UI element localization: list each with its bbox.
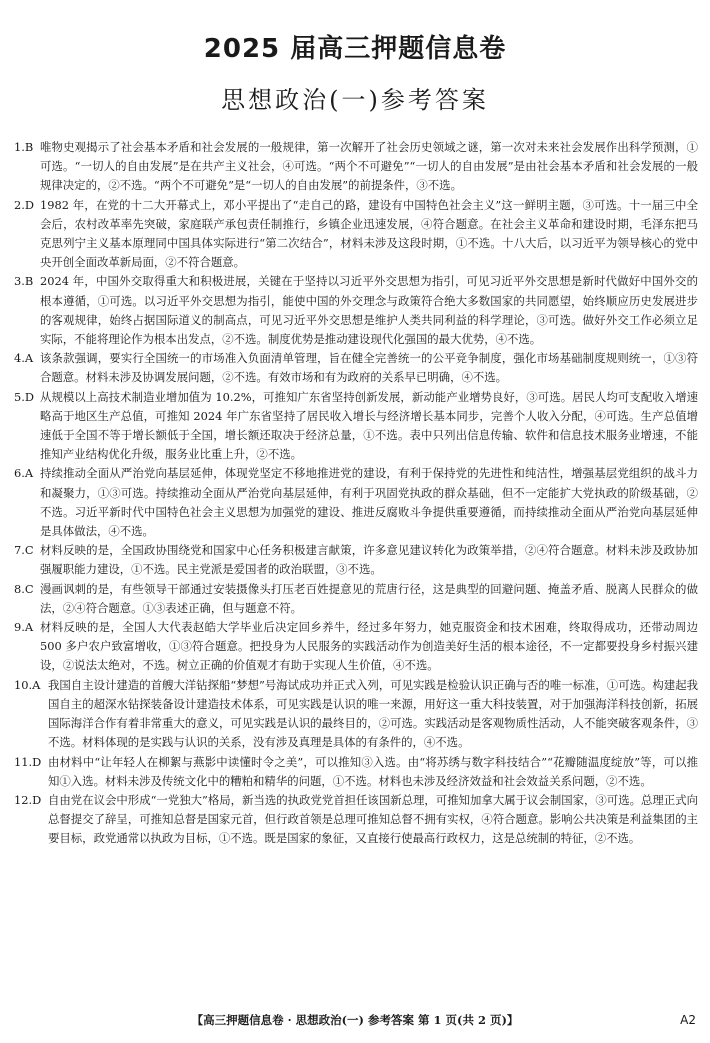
answer-list xyxy=(14,138,698,849)
answer-item xyxy=(14,138,698,196)
answer-explanation: 材料反映的是，全国政协围绕党和国家中心任务积极建言献策，许多意见建议转化为政策举措，②④符合题意。材料未涉及政协加强履职能力建设，①不选。民主党派是爱国者的政治联盟，③不选。 xyxy=(40,543,698,577)
paper-code: A2 xyxy=(680,1013,696,1027)
answer-number: 12.D xyxy=(14,792,42,807)
answer-item xyxy=(14,541,698,579)
answer-number: 1.B xyxy=(14,140,34,154)
answer-explanation: 2024 年，中国外交取得重大和积极进展，关键在于坚持以习近平外交思想为指引，可见习近平外交思想是新时代做好中国外交的根本遵循，①可选。以习近平外交思想为指引，能使中国的外交理念与政策符合绝大多数国家的共同愿望，始终顺应历史发展进步的客观规律，始终占据国际道义的制高点，可见习近平外交思想是维护人类共同利益的科学理论，③可选。做好外交工作必须立足实际，不能将理论作为根本出发点，②不选。制度优势是推动建设现代化强国的最大优势，④不选。 xyxy=(40,274,698,347)
answer-explanation: 漫画讽刺的是，有些领导干部通过安装摄像头打压老百姓提意见的荒唐行径，这是典型的回避问题、掩盖矛盾、脱离人民群众的做法，②④符合题意。①③表述正确，但与题意不符。 xyxy=(40,581,698,615)
answer-number: 10.A xyxy=(14,677,41,692)
page-subtitle: 思想政治(一)参考答案 xyxy=(221,86,489,114)
answer-item xyxy=(14,196,698,273)
answer-item xyxy=(14,791,698,849)
answer-number: 5.D xyxy=(14,389,35,404)
answer-item xyxy=(14,349,698,387)
answer-item xyxy=(14,464,698,541)
answer-number: 4.A xyxy=(14,351,34,366)
answer-explanation: 由材料中“让年轻人在柳絮与燕影中读懂时令之美”，可以推知③入选。由“将苏绣与数字科技结合”“花瓣随温度绽放”等，可以推知①入选。材料未涉及传统文化中的糟粕和精华的问题，①不选。材料也未涉及经济效益和社会效益关系问题，②不选。 xyxy=(48,754,698,788)
page-title: 2025 届高三押题信息卷 xyxy=(203,34,507,64)
answer-item xyxy=(14,676,698,753)
answer-explanation: 我国自主设计建造的首艘大洋钻探船“梦想”号海试成功并正式入列，可见实践是检验认识正确与否的唯一标准，①可选。构建起我国自主的超深水钻探装备设计建造技术体系，可见实践是认识的唯一来源，用好这一重大科技装置，对于加强海洋科技创新，拓展国际海洋合作有着非常重大的意义，可见实践是认识的最终目的，②可选。实践活动是客观物质性活动，人不能突破客观条件，③不选。材料体现的是实践与认识的关系，没有涉及真理是具体的有条件的，④不选。 xyxy=(48,677,698,750)
answer-item xyxy=(14,618,698,676)
answer-explanation: 唯物史观揭示了社会基本矛盾和社会发展的一般规律，第一次解开了社会历史领域之谜，第一次对未来社会发展作出科学预测，①可选。“一切人的自由发展”是在共产主义社会，④可选。“两个不可避免”“一切人的自由发展”是由社会基本矛盾和社会发展的一般规律决定的，②不选。“两个不可避免”是“一切人的自由发展”的前提条件，③不选。 xyxy=(40,140,698,193)
answer-explanation: 自由党在议会中形成“一党独大”格局，新当选的执政党党首担任该国新总理，可推知加拿大属于议会制国家，③可选。总理正式向总督提交了辞呈，可推知总督是国家元首，但行政首领是总理可推知总督不拥有实权，④符合题意。影响公共决策是利益集团的主要目标，政党通常以执政为目标，①不选。既是国家的象征，又直接行使最高行政权力，这是总统制的特征，②不选。 xyxy=(48,792,698,846)
answer-explanation: 1982 年，在党的十二大开幕式上，邓小平提出了“走自己的路，建设有中国特色社会主义”这一鲜明主题，③可选。十一届三中全会后，农村改革率先突破，家庭联产承包责任制推行，乡镇企业迅速发展，④符合题意。在社会主义革命和建设时期，毛泽东把马克思列宁主义基本原理同中国具体实际进行“第二次结合”，材料未涉及这段时期，①不选。十八大后，以习近平为领导核心的党中央开创全面改革新局面，②不符合题意。 xyxy=(40,197,698,270)
page-footer: 【高三押题信息卷 · 思想政治(一) 参考答案 第 1 页(共 2 页)】 xyxy=(191,1013,519,1027)
answer-item xyxy=(14,272,698,349)
answer-number: 11.D xyxy=(14,754,42,769)
answer-item xyxy=(14,580,698,618)
answer-explanation: 材料反映的是，全国人大代表赵皓大学毕业后决定回乡养牛，经过多年努力，她克服资金和技术困难，终取得成功，还带动周边 500 多户农户致富增收，①③符合题意。把投身为人民服务的实践活动作为创造美好生活的根本途径，不一定都要投身乡村振兴建设，②说法太绝对，不选。树立正确的价值观才有助于实现人生价值，④不选。 xyxy=(40,620,698,673)
answer-explanation: 持续推动全面从严治党向基层延伸，体现党坚定不移地推进党的建设，有利于保持党的先进性和纯洁性，增强基层党组织的战斗力和凝聚力，①③可选。持续推动全面从严治党向基层延伸，有利于巩固党执政的群众基础，但不一定能扩大党执政的阶级基础，②不选。习近平新时代中国特色社会主义思想为加强党的建设、推进反腐败斗争提供重要遵循，而持续推动全面从严治党向基层延伸是具体做法，④不选。 xyxy=(40,466,698,539)
answer-number: 9.A xyxy=(14,620,34,635)
answer-explanation: 从规模以上高技术制造业增加值为 10.2%，可推知广东省坚持创新发展，新动能产业增势良好，③可选。居民人均可支配收入增速略高于地区生产总值，可推知 2024 年广东省坚持了居民收入增长与经济增长基本同步，完善个人收入分配，④可选。生产总值增速低于全国不等于增长额低于全国，增长额还取决于经济总量，①不选。表中只列出信息传输、软件和信息技术服务业增速，不能推知产业结构优化升级，服务业比重上升，②不选。 xyxy=(40,389,698,462)
answer-number: 7.C xyxy=(14,543,34,558)
answer-number: 8.C xyxy=(14,581,34,596)
answer-explanation: 该条款强调，要实行全国统一的市场准入负面清单管理，旨在健全完善统一的公平竞争制度，强化市场基础制度规则统一，①③符合题意。材料未涉及协调发展问题，②不选。有效市场和有为政府的关系早已明确，④不选。 xyxy=(40,351,698,385)
answer-number: 3.B xyxy=(14,274,34,289)
answer-number: 6.A xyxy=(14,466,34,481)
answer-number: 2.D xyxy=(14,197,35,212)
answer-item xyxy=(14,753,698,791)
answer-item xyxy=(14,388,698,465)
